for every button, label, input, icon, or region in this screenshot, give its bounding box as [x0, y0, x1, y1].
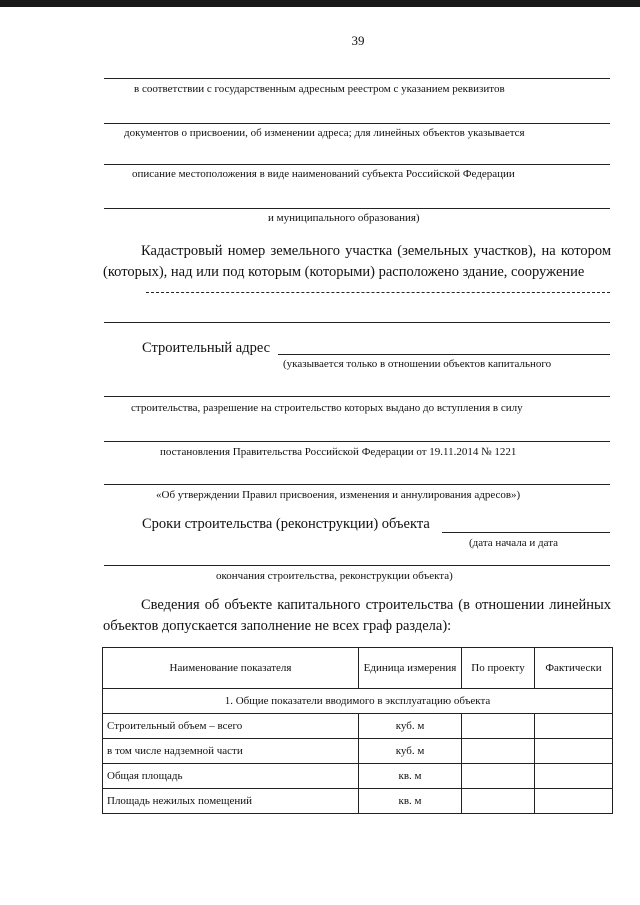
section-title: 1. Общие показатели вводимого в эксплуатацию объекта [103, 689, 613, 714]
object-info-text: Сведения об объекте капитального строительства (в отношении линейных объектов допускается заполнение не всех граф раздела): [103, 597, 611, 634]
header-project: По проекту [462, 648, 535, 689]
address-caption-4: и муниципального образования) [268, 212, 420, 224]
cadastral-fill-line [146, 292, 610, 293]
row-actual-cell [535, 714, 613, 739]
address-line-3 [104, 164, 610, 165]
address-caption-1: в соответствии с государственным адресным реестром с указанием реквизитов [134, 83, 505, 95]
construction-period-line-2 [104, 565, 610, 566]
address-line-2 [104, 123, 610, 124]
construction-period-label: Сроки строительства (реконструкции) объекта [142, 516, 430, 532]
object-indicators-table [102, 647, 613, 814]
construction-address-caption-3: постановления Правительства Российской Федерации от 19.11.2014 № 1221 [160, 446, 517, 458]
table-row [103, 739, 613, 764]
address-caption-2: документов о присвоении, об изменении адреса; для линейных объектов указывается [124, 127, 525, 139]
table-section-row [103, 689, 613, 714]
row-project-cell [462, 789, 535, 814]
row-project-cell [462, 714, 535, 739]
construction-address-caption-4: «Об утверждении Правил присвоения, изменения и аннулирования адресов») [156, 489, 521, 501]
construction-address-line [278, 354, 610, 355]
construction-address-line-4 [104, 484, 610, 485]
table-row [103, 714, 613, 739]
table-header-row [103, 648, 613, 689]
row-actual-cell [535, 789, 613, 814]
row-name: Общая площадь [103, 764, 359, 789]
row-unit: куб. м [359, 714, 462, 739]
table-row [103, 764, 613, 789]
row-project-cell [462, 739, 535, 764]
row-name: в том числе надземной части [103, 739, 359, 764]
header-unit: Единица измерения [359, 648, 462, 689]
header-actual: Фактически [535, 648, 613, 689]
page-number: 39 [351, 33, 365, 48]
construction-address-caption-1: (указывается только в отношении объектов капитального [283, 358, 552, 370]
page-top-border [0, 0, 640, 7]
construction-address-line-3 [104, 441, 610, 442]
address-line-1 [104, 78, 610, 79]
cadastral-text: Кадастровый номер земельного участка (земельных участков), на котором (которых), над или под которым (которыми) расположено здание, сооружение [103, 243, 611, 280]
construction-period-line [442, 532, 610, 533]
row-name: Площадь нежилых помещений [103, 789, 359, 814]
row-actual-cell [535, 764, 613, 789]
header-indicator-name: Наименование показателя [103, 648, 359, 689]
row-unit: куб. м [359, 739, 462, 764]
cadastral-line-2 [104, 322, 610, 323]
cadastral-paragraph [103, 241, 611, 283]
table-row [103, 789, 613, 814]
address-caption-3: описание местоположения в виде наименований субъекта Российской Федерации [132, 168, 515, 180]
row-actual-cell [535, 739, 613, 764]
row-name: Строительный объем – всего [103, 714, 359, 739]
construction-address-label: Строительный адрес [142, 340, 271, 356]
construction-address-line-2 [104, 396, 610, 397]
construction-period-caption-2: окончания строительства, реконструкции объекта) [216, 570, 453, 582]
row-unit: кв. м [359, 789, 462, 814]
row-unit: кв. м [359, 764, 462, 789]
row-project-cell [462, 764, 535, 789]
object-info-paragraph [103, 595, 611, 637]
address-line-4 [104, 208, 610, 209]
construction-address-caption-2: строительства, разрешение на строительство которых выдано до вступления в силу [131, 402, 523, 414]
construction-period-caption-1: (дата начала и дата [469, 537, 559, 549]
